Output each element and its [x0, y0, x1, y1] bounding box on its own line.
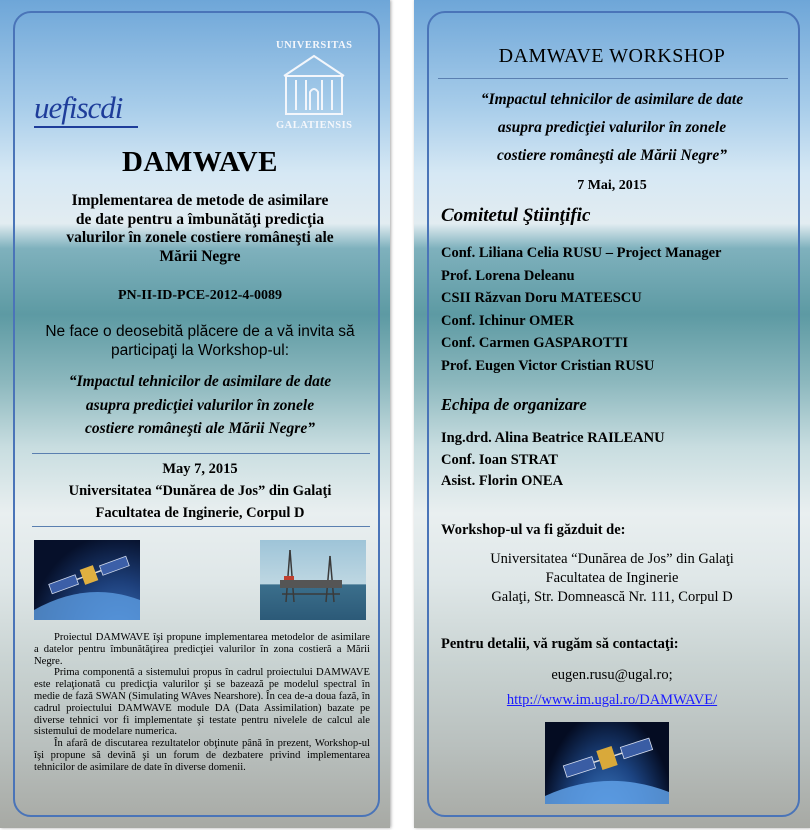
- host-line: Facultatea de Inginerie: [545, 570, 679, 586]
- subtitle-line: de date pentru a îmbunătăţi predicţia: [75, 210, 325, 228]
- event-details: [20, 458, 380, 524]
- organizer: Ing.drd. Alina Beatrice RAILEANU: [441, 430, 665, 446]
- logo-underline: [34, 126, 138, 128]
- topic-line: asupra predicţiei valurilor în zonele: [497, 119, 727, 136]
- satellite-image: [545, 722, 669, 804]
- event-university: Universitatea “Dunărea de Jos” din Galaţi: [68, 483, 332, 499]
- organizer: Conf. Ioan STRAT: [441, 451, 558, 468]
- invite-line: participaţi la Workshop-ul:: [110, 342, 290, 359]
- offshore-platform-image: [260, 540, 366, 620]
- host-details: [414, 550, 810, 607]
- back-panel: [414, 0, 810, 828]
- host-line: Galaţi, Str. Domnească Nr. 111, Corpul D: [491, 589, 733, 605]
- topic-line: costiere româneşti ale Mării Negre”: [85, 420, 315, 437]
- subtitle-line: Implementarea de metode de asimilare: [71, 192, 329, 209]
- topic-line: “Impactul tehnicilor de asimilare de date: [480, 91, 744, 108]
- description-paragraph: Prima componentă a sistemului propus în cadrul proiectului DAMWAVE este relaţionată cu predicţia valurilor şi se bazează pe modelul spectral în medie de fază SWAN (Simulating WAves Nearshore). În cea de-a doua fază, în cadrul proiectului DAMWAVE module DA (Data Assimilation) bazate pe diverse tehnici vor fi implementate şi testate pentru nivelele de calcul ale sistemului de modelare numerica.: [34, 667, 370, 738]
- front-panel: [0, 0, 390, 828]
- description-paragraph: Proiectul DAMWAVE îşi propune implementarea metodelor de asimilare a datelor pentru îmbunătăţirea predicţiei valurilor în zona costieră a Mării Negre.: [34, 632, 370, 667]
- divider: [32, 526, 370, 527]
- seal-bottom-text: GALATIENSIS: [276, 120, 353, 131]
- workshop-title: DAMWAVE WORKSHOP: [498, 45, 726, 67]
- topic-line: asupra predicţiei valurilor în zonele: [85, 396, 315, 414]
- invitation-text: [20, 322, 380, 360]
- contact-email[interactable]: eugen.rusu@ugal.ro;: [551, 667, 673, 683]
- invite-line: Ne face o deosebită plăcere de a vă invita să: [45, 323, 355, 340]
- organizers-heading: Echipa de organizare: [441, 395, 587, 414]
- host-heading: Workshop-ul va fi găzduit de:: [441, 522, 626, 538]
- committee-member: Conf. Ichinur OMER: [441, 312, 575, 329]
- host-line: Universitatea “Dunărea de Jos” din Galaţi: [490, 551, 734, 567]
- topic-line: costiere româneşti ale Mării Negre”: [497, 147, 727, 164]
- university-seal-logo: [270, 36, 390, 136]
- event-date: May 7, 2015: [162, 461, 238, 477]
- committee-member: CSII Răzvan Doru MATEESCU: [441, 290, 642, 307]
- workshop-topic: [20, 370, 380, 441]
- workshop-website-link[interactable]: http://www.im.ugal.ro/DAMWAVE/: [506, 692, 718, 708]
- committee-member: Prof. Eugen Victor Cristian RUSU: [441, 357, 655, 374]
- committee-list: [441, 242, 721, 378]
- committee-member: Conf. Liliana Celia RUSU – Project Manager: [441, 245, 722, 261]
- event-faculty: Facultatea de Inginerie, Corpul D: [95, 505, 305, 521]
- project-subtitle: [20, 192, 380, 266]
- committee-heading: Comitetul Ştiinţific: [441, 205, 591, 226]
- workshop-topic: [414, 86, 810, 170]
- organizers-list: [441, 428, 665, 493]
- organizer: Asist. Florin ONEA: [441, 473, 564, 489]
- divider: [32, 453, 370, 454]
- building-icon: [280, 52, 348, 118]
- workshop-date: 7 Mai, 2015: [577, 178, 647, 193]
- description-paragraph: În afară de discutarea rezultatelor obţinute până în prezent, Workshop-ul îşi propune să devină şi un forum de dezbatere privind implementarea tehnicilor de asimilare de date în diverse domenii.: [34, 738, 370, 773]
- committee-member: Prof. Lorena Deleanu: [441, 267, 575, 284]
- brochure-title: DAMWAVE: [121, 146, 279, 178]
- project-description: [34, 632, 370, 774]
- project-code: PN-II-ID-PCE-2012-4-0089: [117, 288, 283, 303]
- contact-heading: Pentru detalii, vă rugăm să contactaţi:: [441, 636, 679, 652]
- subtitle-line: valurilor în zonele costiere româneşti ale: [66, 229, 334, 246]
- oil-platform-icon: [260, 540, 366, 620]
- seal-top-text: UNIVERSITAS: [276, 40, 353, 51]
- contact-url-wrapper: [414, 692, 810, 709]
- committee-member: Conf. Carmen GASPAROTTI: [441, 335, 629, 352]
- topic-line: “Impactul tehnicilor de asimilare de date: [68, 373, 332, 390]
- satellite-icon: [34, 540, 140, 620]
- divider: [438, 78, 788, 79]
- satellite-image: [34, 540, 140, 620]
- subtitle-line: Mării Negre: [159, 247, 241, 265]
- uefiscdi-logo: uefiscdi: [34, 90, 123, 125]
- satellite-icon: [545, 722, 669, 804]
